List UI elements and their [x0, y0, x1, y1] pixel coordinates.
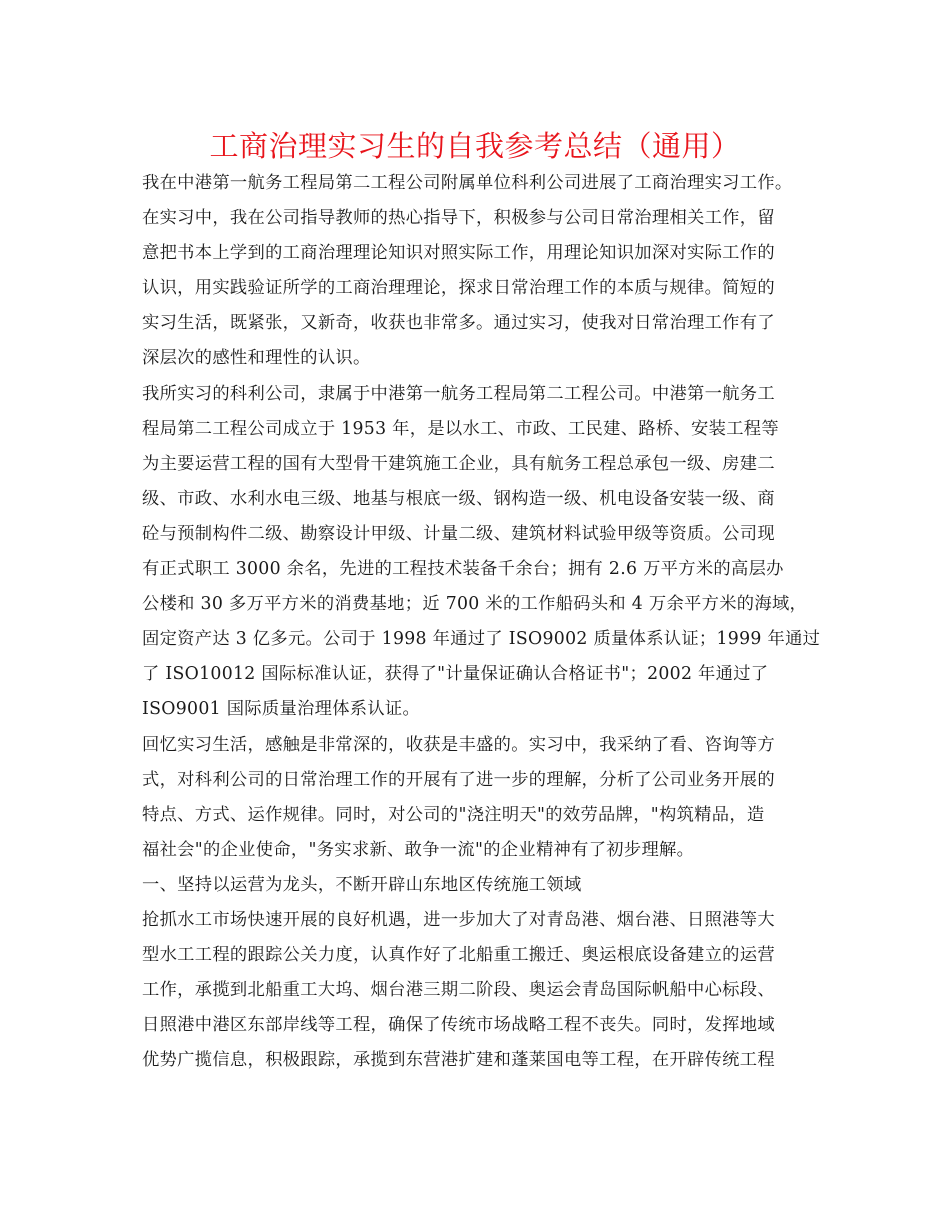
text-line: 我所实习的科利公司，隶属于中港第一航务工程局第二工程公司。中港第一航务工 — [142, 383, 775, 404]
text-line: 在实习中，我在公司指导教师的热心指导下，积极参与公司日常治理相关工作，留 — [142, 208, 775, 229]
text-line: 回忆实习生活，感触是非常深的，收获是丰盛的。实习中，我采纳了看、咨询等方 — [142, 734, 775, 755]
text-line: 深层次的感性和理性的认识。 — [142, 348, 371, 369]
text-line: 程局第二工程公司成立于 1953 年，是以水工、市政、工民建、路桥、安装工程等 — [142, 418, 779, 439]
text-line: ISO9001 国际质量治理体系认证。 — [142, 699, 421, 720]
text-line: 了 ISO10012 国际标准认证，获得了"计量保证确认合格证书"；2002 年通过了 — [142, 664, 769, 685]
text-line: 意把书本上学到的工商治理理论知识对照实际工作，用理论知识加深对实际工作的 — [142, 243, 775, 264]
text-line: 砼与预制构件二级、勘察设计甲级、计量二级、建筑材料试验甲级等资质。公司现 — [142, 523, 775, 544]
text-line: 工作，承揽到北船重工大坞、烟台港三期二阶段、奥运会青岛国际帆船中心标段、 — [142, 980, 775, 1001]
text-line: 公楼和 30 多万平方米的消费基地；近 700 米的工作船码头和 4 万余平方米的海域， — [142, 594, 808, 615]
text-line: 特点、方式、运作规律。同时，对公司的"浇注明天"的效劳品牌，"构筑精品，造 — [142, 804, 765, 825]
text-line: 一、坚持以运营为龙头，不断开辟山东地区传统施工领域 — [142, 874, 582, 895]
text-line: 级、市政、水利水电三级、地基与根底一级、钢构造一级、机电设备安装一级、商 — [142, 488, 775, 509]
text-line: 日照港中港区东部岸线等工程，确保了传统市场战略工程不丧失。同时，发挥地域 — [142, 1015, 775, 1036]
document-title: 工商治理实习生的自我参考总结（通用） — [209, 129, 741, 163]
text-line: 我在中港第一航务工程局第二工程公司附属单位科利公司进展了工商治理实习工作。 — [142, 173, 793, 193]
text-line: 认识，用实践验证所学的工商治理理论，探求日常治理工作的本质与规律。简短的 — [142, 278, 775, 299]
text-line: 有正式职工 3000 余名，先进的工程技术装备千余台；拥有 2.6 万平方米的高层办 — [142, 559, 784, 580]
document-body — [142, 166, 822, 1078]
text-line: 型水工工程的跟踪公关力度，认真作好了北船重工搬迁、奥运根底设备建立的运营 — [142, 945, 775, 966]
text-line: 实习生活，既紧张，又新奇，收获也非常多。通过实习，使我对日常治理工作有了 — [142, 313, 775, 334]
text-line: 优势广揽信息，积极跟踪，承揽到东营港扩建和蓬莱国电等工程，在开辟传统工程 — [142, 1050, 775, 1071]
text-line: 为主要运营工程的国有大型骨干建筑施工企业，具有航务工程总承包一级、房建二 — [142, 453, 775, 474]
text-line: 抢抓水工市场快速开展的良好机遇，进一步加大了对青岛港、烟台港、日照港等大 — [142, 909, 775, 930]
text-line: 式，对科利公司的日常治理工作的开展有了进一步的理解，分析了公司业务开展的 — [142, 769, 775, 790]
text-line: 福社会"的企业使命，"务实求新、敢争一流"的企业精神有了初步理解。 — [142, 839, 695, 860]
text-line: 固定资产达 3 亿多元。公司于 1998 年通过了 ISO9002 质量体系认证；1999 年通过 — [142, 629, 821, 650]
